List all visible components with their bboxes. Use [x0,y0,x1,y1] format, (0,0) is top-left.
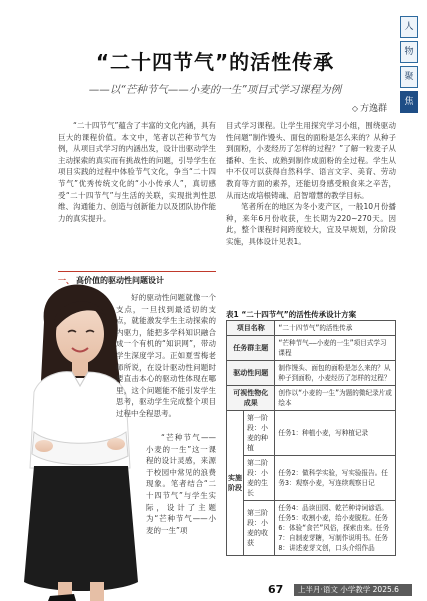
article-title: “二十四节气”的活性传承 [95,50,335,74]
section-paragraph-1 [116,292,216,420]
section-text-2: “芒种节气——小麦的一生”这一课程的设计灵感，来源于校园中常见的浪费现象。笔者结合“二十四节气”与学生实际，设计了主题为“芒种节气——小麦的一生”项 [146,433,216,535]
stage-3-name: 第三阶段：小麦的收获 [244,501,275,556]
table-row [227,386,396,411]
section-tab-2: 物 [400,41,418,63]
theme-value: “芒种节气——小麦的一生”项目式学习课程 [275,336,396,361]
page-footer [238,583,413,597]
right-paragraph-2: 笔者所在的地区为冬小麦产区，一般10月份播种，来年6月份收获，生长期为220~270天。因此，整个课程时间跨度较大，宜及早规划，分阶段实施，具体设计见表1。 [226,202,396,246]
table-row [227,411,396,456]
stage-1-tasks: 任务1：种植小麦，写种植记录 [275,411,396,456]
table-row [227,361,396,386]
section-number: 一、 [58,276,74,285]
right-column [226,120,396,248]
table-row [227,336,396,361]
table-caption: 表1 “二十四节气”的活性传承设计方案 [226,310,357,319]
author-line [352,101,387,114]
question-label: 驱动性问题 [227,361,275,386]
table-row [227,456,396,501]
project-name-label: 项目名称 [227,321,275,336]
stage-2-tasks: 任务2：做科学实验，写实验报告。任务3：观察小麦，写连续观察日记 [275,456,396,501]
section-tabs [400,16,418,116]
section-tab-4: 焦 [400,91,418,113]
intro-text: “二十四节气”蕴含了丰富的文化内涵，具有巨大的课程价值。本文中，笔者以芒种节气为例，从项目式学习的内涵出发，设计出驱动学生主动探索的真实而有挑战性的问题，引导学生在项目实践的过程中体验节气文化，争当“二十四节气”优秀传统文化的“小小传承人”，真切感受“二十四节气”与生活的关联，实现批判性思维、沟通能力、创造与创新能力以及团队协作能力的真实提升。 [58,121,216,223]
intro-paragraph [58,120,216,224]
stage-3-tasks: 任务4：品读田园、乾芒种诗词谚语。任务5：收割小麦，给小麦脱粒。任务6：体验“食芒”风俗，探索由来。任务7：自制麦芽糖，写制作说明书。任务8：讲述麦芽文创，口头介绍作品 [275,501,396,556]
question-value: 制作馒头、面包的面粉是怎么来的？从种子到面粉，小麦经历了怎样的过程？ [275,361,396,386]
stage-2-name: 第二阶段：小麦的生长 [244,456,275,501]
project-name-value: “二十四节气”的活性传承 [275,321,396,336]
implementation-label: 实施阶段 [227,411,244,556]
author-name: 方逸群 [359,104,387,114]
table-row [227,501,396,556]
theme-label: 任务群主题 [227,336,275,361]
magazine-name: 上半月·语文 小学教学 2025.6 [294,584,412,596]
section-heading-text: 高价值的驱动性问题设计 [76,276,164,285]
section-tab-1: 人 [400,16,418,38]
outcome-value: 创作以“小麦的一生”为题的微纪录片或绘本 [275,386,396,411]
section-paragraph-2 [146,432,216,536]
stage-1-name: 第一阶段：小麦的种植 [244,411,275,456]
table-row [227,321,396,336]
diamond-icon: ◇ [351,104,358,113]
section-tab-3: 聚 [400,66,418,88]
right-paragraph-1: 目式学习课程。让学生用探究学习小组，围绕驱动性问题“制作馒头、面包的面粉是怎么来的？从种子到面粉，小麦经历了怎样的过程？”了解一粒麦子从播种、生长、成熟到制作成面粉的全过程。学生从中不仅可以获得自然科学、语言文字、美育、劳动教育等方面的素养，还能切身感受粮食来之辛苦，从而达成培根铸魂、启智增慧的教学目标。 [226,121,396,200]
outcome-label: 可视性物化成果 [227,386,275,411]
page-number: 67 [268,583,284,596]
article-subtitle: ——以“芒种节气——小麦的一生”项目式学习课程为例 [88,84,342,96]
section-text-1: 好的驱动性问题就像一个支点，一旦找到最适切的支点，就能激发学生主动探索的内驱力，能把多学科知识融合成一个有机的“知识网”，带动学生深度学习。正如夏雪梅老师所说，在设计驱动性问题时要直击本心的驱动性体现在哪里，这个问题能不能引发学生思考，驱动学生完成整个项目过程中全程思考。 [116,293,216,418]
plan-table [226,320,396,556]
